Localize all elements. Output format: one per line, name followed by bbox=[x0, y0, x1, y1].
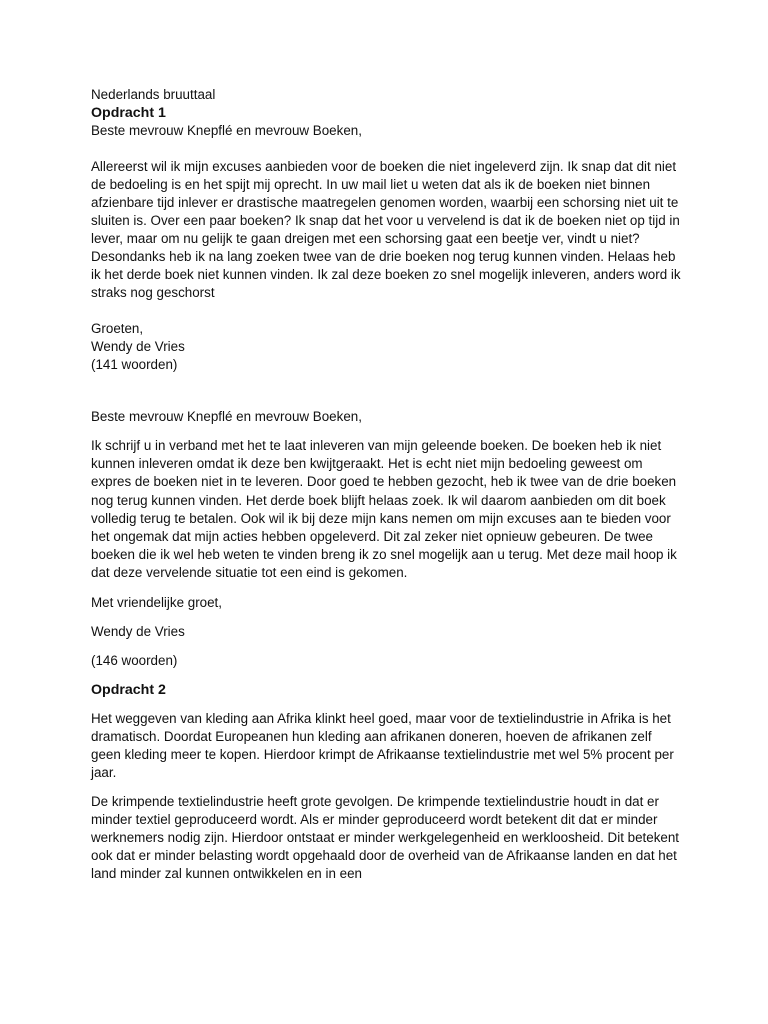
letter-2-closing: Met vriendelijke groet, bbox=[91, 594, 222, 610]
assignment-2-paragraph-2: De krimpende textielindustrie heeft grote gevolgen. De krimpende textielindustrie houdt in dat er minder textiel geproduceerd wordt. Als er minder geproduceerd wordt betekent dit dat er minder werknemers nodig zijn. Hierdoor ontstaat er minder werkgelegenheid en werkloosheid. Dit betekent ook dat er minder belasting wordt opgehaald door de overheid van de Afrikaanse landen en dat het land minder zal kunnen ontwikkelen en in een bbox=[91, 794, 680, 882]
letter-1-signature: Wendy de Vries bbox=[91, 339, 185, 354]
letter-1-body: Allereerst wil ik mijn excuses aanbieden voor de boeken die niet ingeleverd zijn. Ik snap dat dit niet de bedoeling is en het spijt mij oprecht. In uw mail liet u weten dat als ik de boeken niet binnen afzienbare tijd inlever er drastische maatregelen genomen worden, waarbij een schorsing niet uit te sluiten is. Over een paar boeken? Ik snap dat het voor u vervelend is dat ik de boeken niet op tijd in lever, maar om nu gelijk te gaan dreigen met een schorsing gaat een beetje ver, vindt u niet? Desondanks heb ik na lang zoeken twee van de drie boeken nog terug kunnen vinden. Helaas heb ik het derde boek niet kunnen vinden. Ik zal deze boeken zo snel mogelijk inleveren, anders word ik straks nog geschorst bbox=[91, 159, 681, 300]
assignment-1-heading: Opdracht 1 bbox=[91, 105, 166, 121]
letter-1-word-count: (141 woorden) bbox=[91, 357, 178, 372]
letter-2-salutation: Beste mevrouw Knepflé en mevrouw Boeken, bbox=[91, 409, 362, 424]
assignment-2-paragraph-1: Het weggeven van kleding aan Afrika klinkt heel goed, maar voor de textielindustrie in Afrika is het dramatisch. Doordat Europeanen hun kleding aan afrikanen doneren, hoeven de afrikanen zelf geen kleding meer te kopen. Hierdoor krimpt de Afrikaanse textielindustrie met wel 5% procent per jaar. bbox=[91, 710, 674, 781]
letter-2-signature: Wendy de Vries bbox=[91, 623, 185, 639]
assignment-2-heading: Opdracht 2 bbox=[91, 681, 166, 698]
letter-2-word-count: (146 woorden) bbox=[91, 652, 178, 668]
document-title: Nederlands bruuttaal bbox=[91, 87, 216, 102]
letter-2-body: Ik schrijf u in verband met het te laat inleveren van mijn geleende boeken. De boeken heb ik niet kunnen inleveren omdat ik deze ben kwijtgeraakt. Het is echt niet mijn bedoeling geweest om expres de boeken niet in te leveren. Door goed te hebben gezocht, heb ik twee van de drie boeken nog terug kunnen vinden. Het derde boek blijft helaas zoek. Ik wil daarom aanbieden om dit boek volledig terug te betalen. Ook wil ik bij deze mijn kans nemen om mijn excuses aan te bieden voor het ongemak dat mijn acties hebben opgeleverd. Dit zal zeker niet opnieuw gebeuren. De twee boeken die ik wel heb weten te vinden breng ik zo snel mogelijk aan u terug. Met deze mail hoop ik dat deze vervelende situatie tot een eind is gekomen. bbox=[91, 438, 677, 581]
letter-1-closing: Groeten, bbox=[91, 321, 144, 336]
letter-1-salutation: Beste mevrouw Knepflé en mevrouw Boeken, bbox=[91, 123, 362, 138]
document-body bbox=[91, 86, 683, 883]
